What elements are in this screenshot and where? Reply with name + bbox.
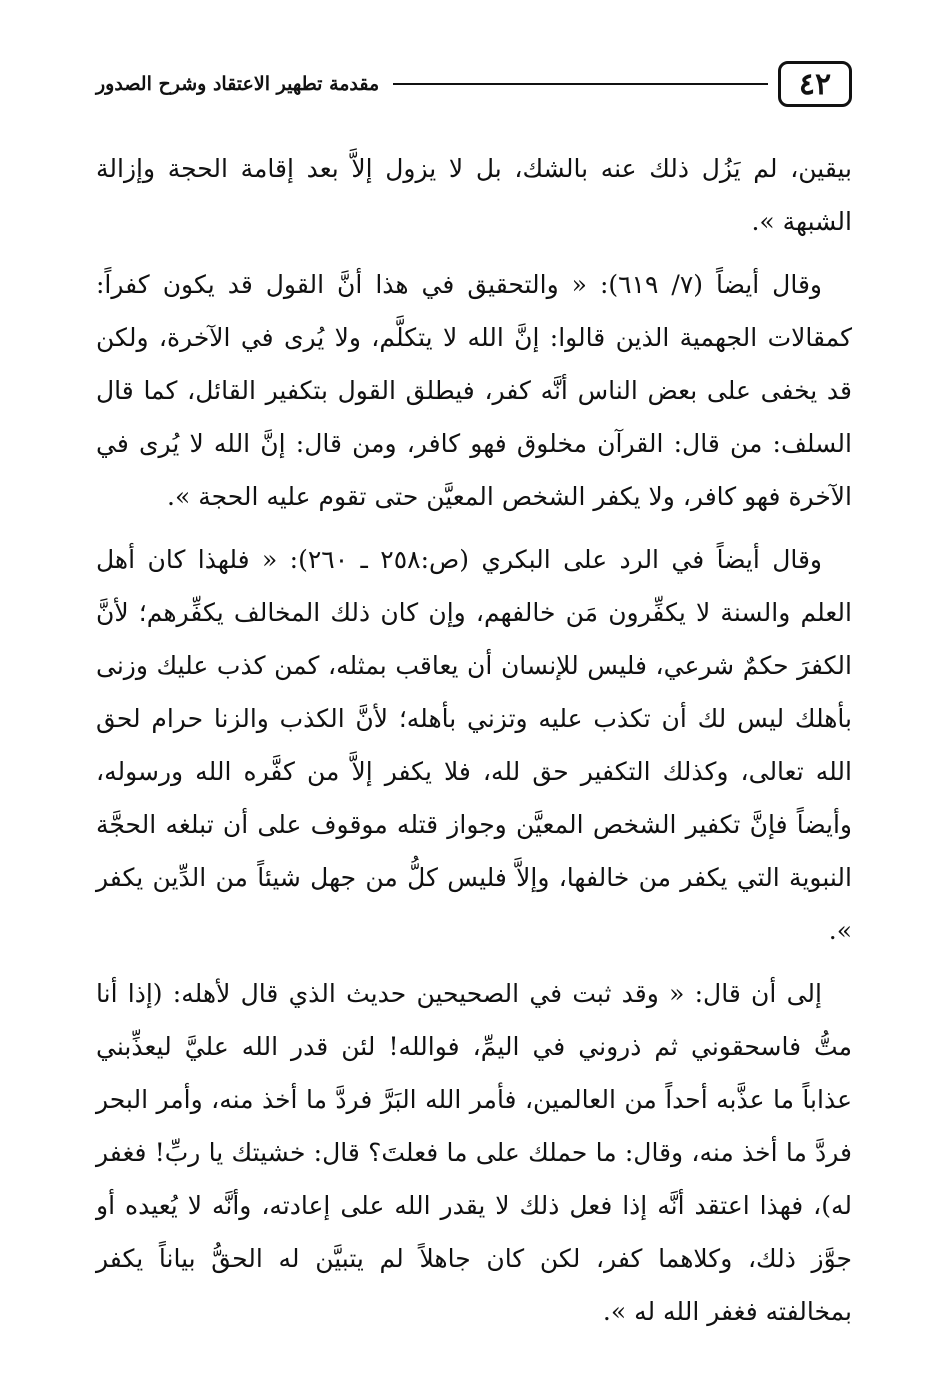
header-rule [393,83,768,85]
page-number: ٤٢ [778,61,852,107]
page-header [96,52,852,116]
paragraph-quote-bakri: وقال أيضاً في الرد على البكري (ص:٢٥٨ ـ ٢٦٠): « فلهذا كان أهل العلم والسنة لا يكفِّرون مَن خالفهم، وإن كان ذلك المخالف يكفِّرهم؛ لأنَّ الكفرَ حكمٌ شرعي، فليس للإنسان أن يعاقب بمثله، كمن كذب عليك وزنى بأهلك ليس لك أن تكذب عليه وتزني بأهله؛ لأنَّ الكذب والزنا حرام لحق الله تعالى، وكذلك التكفير حق لله، فلا يكفر إلاَّ من كفَّره الله ورسوله، وأيضاً فإنَّ تكفير الشخص المعيَّن وجواز قتله موقوف على أن تبلغه الحجَّة النبوية التي يكفر من خالفها، وإلاَّ فليس كلُّ من جهل شيئاً من الدِّين يكفر ». [96,545,852,945]
book-page [96,52,852,1372]
page-body [96,142,852,1338]
paragraph-continuation: بيقين، لم يَزُل ذلك عنه بالشك، بل لا يزول إلاَّ بعد إقامة الحجة وإزالة الشبهة ». [96,154,852,236]
running-title: مقدمة تطهير الاعتقاد وشرح الصدور [96,73,380,95]
paragraph-quote-hadith: إلى أن قال: « وقد ثبت في الصحيحين حديث الذي قال لأهله: (إذا أنا متُّ فاسحقوني ثم ذروني في اليمِّ، فوالله! لئن قدر الله عليَّ ليعذِّبني عذاباً ما عذَّبه أحداً من العالمين، فأمر الله البَرَّ فردَّ ما أخذ منه، وأمر البحر فردَّ ما أخذ منه، وقال: ما حملك على ما فعلتَ؟ قال: خشيتك يا ربِّ! فغفر له)، فهذا اعتقد أنَّه إذا فعل ذلك لا يقدر الله على إعادته، وأنَّه لا يُعيده أو جوَّز ذلك، وكلاهما كفر، لكن كان جاهلاً لم يتبيَّن له الحقُّ بياناً يكفر بمخالفته فغفر الله له ». [96,979,852,1326]
paragraph-quote-jahmiyya: وقال أيضاً (٧/ ٦١٩): « والتحقيق في هذا أنَّ القول قد يكون كفراً: كمقالات الجهمية الذين قالوا: إنَّ الله لا يتكلَّم، ولا يُرى في الآخرة، ولكن قد يخفى على بعض الناس أنَّه كفر، فيطلق القول بتكفير القائل، كما قال السلف: من قال: القرآن مخلوق فهو كافر، ومن قال: إنَّ الله لا يُرى في الآخرة فهو كافر، ولا يكفر الشخص المعيَّن حتى تقوم عليه الحجة ». [96,270,852,511]
